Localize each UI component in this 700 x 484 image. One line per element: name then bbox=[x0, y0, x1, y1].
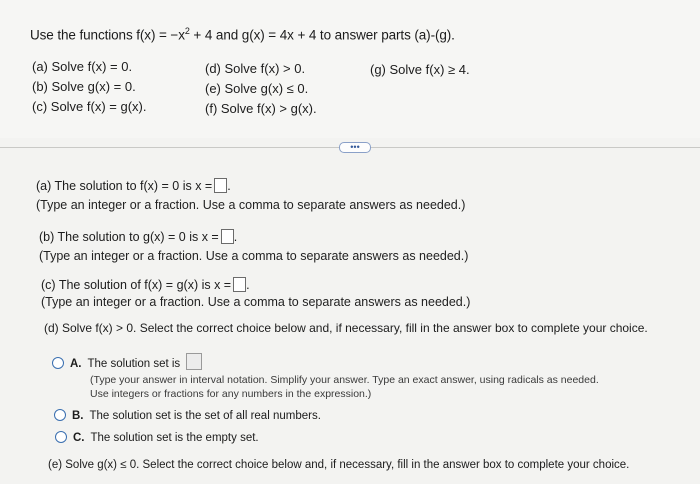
question-e-prompt: (e) Solve g(x) ≤ 0. Select the correct choice below and, if necessary, fill in the answer box to complete your choice. bbox=[48, 459, 630, 471]
choice-d-c[interactable] bbox=[55, 431, 259, 444]
choice-d-c-text: The solution set is the empty set. bbox=[90, 432, 259, 444]
radio-d-a[interactable] bbox=[52, 357, 64, 369]
choice-d-a-hint-line1: (Type your answer in interval notation. Simplify your answer. Type an exact answer, using radicals as needed. bbox=[90, 374, 599, 386]
question-a: (a) The solution to f(x) = 0 is x = . bbox=[36, 179, 231, 193]
choice-d-b-letter: B. bbox=[72, 410, 84, 422]
question-c-prompt: (c) The solution of f(x) = g(x) is x = bbox=[41, 278, 232, 292]
answer-box-c[interactable] bbox=[233, 277, 246, 292]
intro-suffix: + 4 and g(x) = 4x + 4 to answer parts (a)-(g). bbox=[189, 27, 455, 43]
question-c: (c) The solution of f(x) = g(x) is x = . bbox=[41, 278, 250, 292]
choice-d-c-letter: C. bbox=[73, 432, 85, 444]
problem-intro bbox=[30, 26, 455, 43]
choice-d-a-letter: A. bbox=[70, 358, 82, 370]
question-a-prompt: (a) The solution to f(x) = 0 is x = bbox=[36, 179, 213, 193]
intro-prefix: Use the functions f(x) = −x bbox=[30, 27, 185, 43]
part-d-label: (d) Solve f(x) > 0. bbox=[205, 61, 306, 76]
choice-d-a-text: The solution set is bbox=[87, 358, 181, 370]
intro-exponent: 2 bbox=[184, 26, 190, 36]
question-b-hint: (Type an integer or a fraction. Use a comma to separate answers as needed.) bbox=[39, 249, 469, 263]
choice-d-a[interactable] bbox=[52, 353, 202, 370]
radio-d-c[interactable] bbox=[55, 431, 67, 443]
choice-d-a-hint-line2: Use integers or fractions for any numbers in the expression.) bbox=[90, 388, 372, 400]
part-b-label: (b) Solve g(x) = 0. bbox=[32, 79, 136, 94]
question-c-hint: (Type an integer or a fraction. Use a comma to separate answers as needed.) bbox=[41, 295, 471, 309]
answer-box-a[interactable] bbox=[214, 178, 227, 193]
part-g-label: (g) Solve f(x) ≥ 4. bbox=[370, 62, 470, 77]
part-e-label: (e) Solve g(x) ≤ 0. bbox=[205, 81, 309, 96]
question-a-hint: (Type an integer or a fraction. Use a comma to separate answers as needed.) bbox=[36, 198, 466, 212]
part-f-label: (f) Solve f(x) > g(x). bbox=[205, 101, 317, 116]
choice-d-b[interactable] bbox=[54, 409, 321, 422]
part-a-label: (a) Solve f(x) = 0. bbox=[32, 59, 133, 74]
question-b: (b) The solution to g(x) = 0 is x = . bbox=[39, 230, 238, 244]
part-c-label: (c) Solve f(x) = g(x). bbox=[32, 99, 147, 114]
answer-box-b[interactable] bbox=[221, 229, 234, 244]
radio-d-b[interactable] bbox=[54, 409, 66, 421]
question-d-prompt: (d) Solve f(x) > 0. Select the correct choice below and, if necessary, fill in the answer box to complete your choice. bbox=[44, 321, 648, 335]
answer-box-d[interactable] bbox=[186, 353, 202, 370]
problem-statement bbox=[0, 0, 700, 138]
expand-button[interactable]: ••• bbox=[339, 142, 371, 153]
question-b-prompt: (b) The solution to g(x) = 0 is x = bbox=[39, 230, 219, 244]
choice-d-b-text: The solution set is the set of all real numbers. bbox=[89, 410, 321, 422]
